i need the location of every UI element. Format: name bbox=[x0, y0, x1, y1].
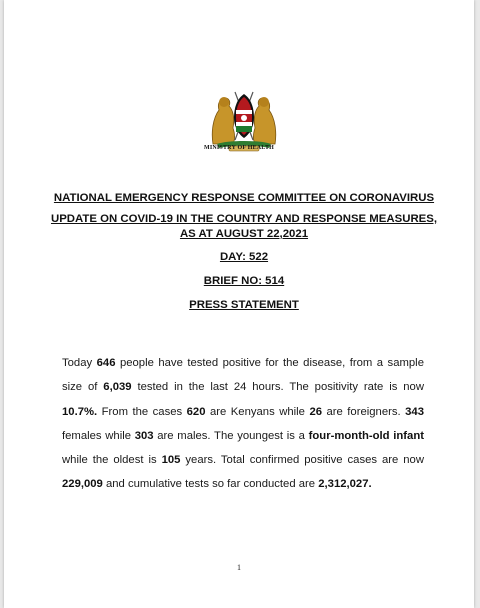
kenya-coat-of-arms-icon bbox=[207, 88, 281, 152]
brief-number: BRIEF NO: 514 bbox=[203, 275, 285, 287]
document-page bbox=[4, 0, 474, 608]
foreigners-count: 26 bbox=[309, 405, 323, 418]
press-statement-label: PRESS STATEMENT bbox=[189, 299, 299, 311]
tested-positive-count: 646 bbox=[96, 357, 116, 369]
text-segment: From the cases bbox=[97, 405, 187, 418]
text-segment: and cumulative tests so far conducted are bbox=[102, 478, 319, 491]
text-segment: are Kenyans while bbox=[205, 405, 310, 418]
ministry-name: MINISTRY OF HEALTH bbox=[203, 145, 275, 151]
text-segment: are males. The youngest is a bbox=[153, 429, 309, 442]
youngest-age: four-month-old infant bbox=[308, 429, 425, 442]
males-count: 303 bbox=[134, 429, 154, 442]
cumulative-tests: 2,312,027. bbox=[318, 478, 372, 491]
update-title: UPDATE ON COVID-19 IN THE COUNTRY AND RESPONSE MEASURES, AS AT AUGUST 22,2021 bbox=[50, 213, 438, 240]
committee-title: NATIONAL EMERGENCY RESPONSE COMMITTEE ON CORONAVIRUS bbox=[53, 192, 435, 204]
text-segment: people have tested positive for the disease, from a sample size of bbox=[62, 357, 424, 394]
sample-size: 6,039 bbox=[103, 381, 132, 394]
text-segment: females while bbox=[62, 429, 135, 442]
text-segment: are foreigners. bbox=[322, 405, 406, 418]
total-cases: 229,009 bbox=[62, 478, 103, 491]
text-segment: years. Total confirmed positive cases are now bbox=[180, 454, 425, 467]
oldest-age: 105 bbox=[161, 454, 181, 467]
positivity-rate: 10.7%. bbox=[62, 405, 98, 418]
text-segment: while the oldest is bbox=[62, 454, 162, 467]
kenyans-count: 620 bbox=[186, 405, 206, 418]
heading-block bbox=[44, 191, 444, 313]
day-label: DAY: 522 bbox=[219, 251, 269, 263]
females-count: 343 bbox=[405, 405, 424, 418]
text-segment: tested in the last 24 hours. The positivity rate is now bbox=[131, 381, 424, 394]
statement-paragraph bbox=[62, 351, 424, 497]
text-segment: Today bbox=[62, 357, 97, 369]
page-number: 1 bbox=[237, 563, 241, 572]
